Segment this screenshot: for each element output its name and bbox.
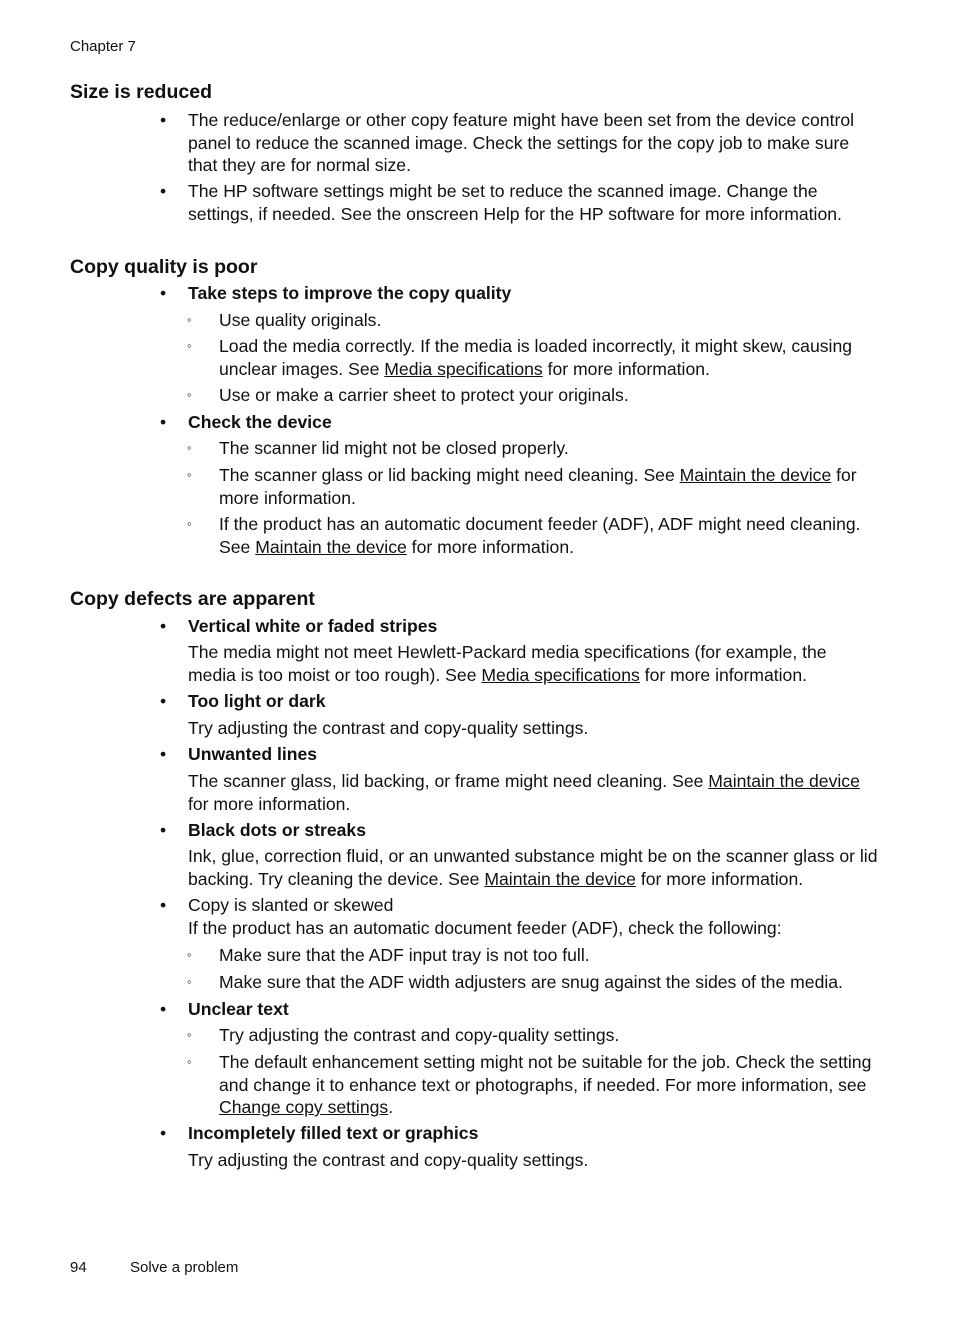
list-item-text: Try adjusting the contrast and copy-quality settings. [188,1150,589,1170]
sub-list-item-text: Load the media correctly. If the media is loaded incorrectly, it might skew, causing unclear images. See Media specifications for more information. [219,336,853,379]
bullet-glyph: • [160,110,167,130]
sub-list-item [187,1024,877,1047]
list-item [160,743,880,766]
sub-bullet-glyph: ◦ [187,338,192,353]
link-media-specifications[interactable]: Media specifications [384,358,543,379]
list-item-text: Try adjusting the contrast and copy-quality settings. [188,718,589,738]
bullet-glyph: • [160,1123,167,1143]
list-item-heading: Black dots or streaks [188,820,366,840]
sub-list-item [187,464,877,509]
list-item-heading: Copy is slanted or skewed [188,895,394,915]
sub-bullet-glyph: ◦ [187,1054,192,1069]
sub-list-item [187,971,877,994]
bullet-glyph: • [160,999,167,1019]
bullet-glyph: • [160,283,167,303]
sub-list-item-text: The scanner lid might not be closed properly. [219,438,569,458]
sub-bullet-glyph: ◦ [187,312,192,327]
running-header-chapter: Chapter 7 [70,38,136,55]
list-item [160,109,880,177]
list-item-heading: Unwanted lines [188,744,318,764]
list-item [160,411,880,434]
sub-list-item [187,944,877,967]
sub-list-item-text: Use quality originals. [219,310,382,330]
sub-list-item [187,335,877,380]
sub-list-item-text: Make sure that the ADF width adjusters are snug against the sides of the media. [219,972,843,992]
list-item [160,180,880,225]
sub-bullet-glyph: ◦ [187,974,192,989]
sub-list-item [187,513,877,558]
sub-list-item [187,309,877,332]
sub-bullet-glyph: ◦ [187,1027,192,1042]
sub-list-item-text: If the product has an automatic document feeder (ADF), ADF might need cleaning. See Maintain the device for more information. [219,514,861,557]
sub-bullet-glyph: ◦ [187,387,192,402]
sub-list-item-text: Make sure that the ADF input tray is not too full. [219,945,590,965]
link-media-specifications[interactable]: Media specifications [481,664,640,685]
list-item-text: The reduce/enlarge or other copy feature might have been set from the device control panel to reduce the scanned image. Check the settings for the copy job to make sure that they are for normal size. [188,110,855,175]
link-change-copy-settings[interactable]: Change copy settings [219,1097,389,1117]
link-maintain-the-device[interactable]: Maintain the device [679,465,832,485]
list-item-text: Ink, glue, correction fluid, or an unwanted substance might be on the scanner glass or lid backing. Try cleaning the device. See Maintain the device for more information. [188,846,878,889]
sub-list-item-text: Use or make a carrier sheet to protect your originals. [219,385,629,405]
sub-list-item-text: Try adjusting the contrast and copy-quality settings. [219,1025,620,1045]
link-maintain-the-device[interactable]: Maintain the device [484,868,636,889]
list-item [160,690,880,713]
sub-bullet-glyph: ◦ [187,467,192,482]
list-item-text: If the product has an automatic document feeder (ADF), check the following: [188,918,782,938]
list-item-text: The HP software settings might be set to reduce the scanned image. Change the settings, if needed. See the onscreen Help for the HP software for more information. [188,181,842,224]
heading-copy-defects-are-apparent: Copy defects are apparent [70,588,315,610]
list-item-text: The scanner glass, lid backing, or frame might need cleaning. See Maintain the device for more information. [188,771,860,814]
heading-copy-quality-is-poor: Copy quality is poor [70,256,258,278]
bullet-glyph: • [160,895,167,915]
list-item [160,894,880,917]
sub-bullet-glyph: ◦ [187,516,192,531]
sub-bullet-glyph: ◦ [187,440,192,455]
list-item [160,282,880,305]
sub-list-item [187,384,877,407]
list-item-heading: Too light or dark [188,691,326,711]
list-item-heading: Vertical white or faded stripes [188,616,438,636]
list-item [160,1122,880,1145]
list-item-heading: Take steps to improve the copy quality [188,283,512,303]
list-item [160,615,880,638]
link-maintain-the-device[interactable]: Maintain the device [708,771,860,791]
page-footer [70,1259,238,1276]
list-item-text: The media might not meet Hewlett-Packard media specifications (for example, the media is too moist or too rough). See Media specifications for more information. [188,642,827,685]
sub-list-item [187,437,877,460]
heading-size-is-reduced: Size is reduced [70,81,212,103]
bullet-glyph: • [160,820,167,840]
link-maintain-the-device[interactable]: Maintain the device [255,536,407,557]
bullet-glyph: • [160,412,167,432]
list-item-heading: Unclear text [188,999,289,1019]
list-item-heading: Incompletely filled text or graphics [188,1123,479,1143]
list-item [160,819,880,842]
bullet-glyph: • [160,181,167,201]
bullet-glyph: • [160,691,167,711]
list-item [160,998,880,1021]
sub-list-item-text: The scanner glass or lid backing might need cleaning. See Maintain the device for more information. [219,465,857,508]
sub-list-item [187,1051,877,1119]
bullet-glyph: • [160,744,167,764]
list-item-heading: Check the device [188,412,332,432]
footer-section-title: Solve a problem [130,1259,239,1276]
bullet-glyph: • [160,616,167,636]
sub-list-item-text: The default enhancement setting might not be suitable for the job. Check the setting and change it to enhance text or photographs, if needed. For more information, see Change copy settings. [219,1052,872,1117]
sub-bullet-glyph: ◦ [187,947,192,962]
page-number: 94 [70,1259,87,1276]
